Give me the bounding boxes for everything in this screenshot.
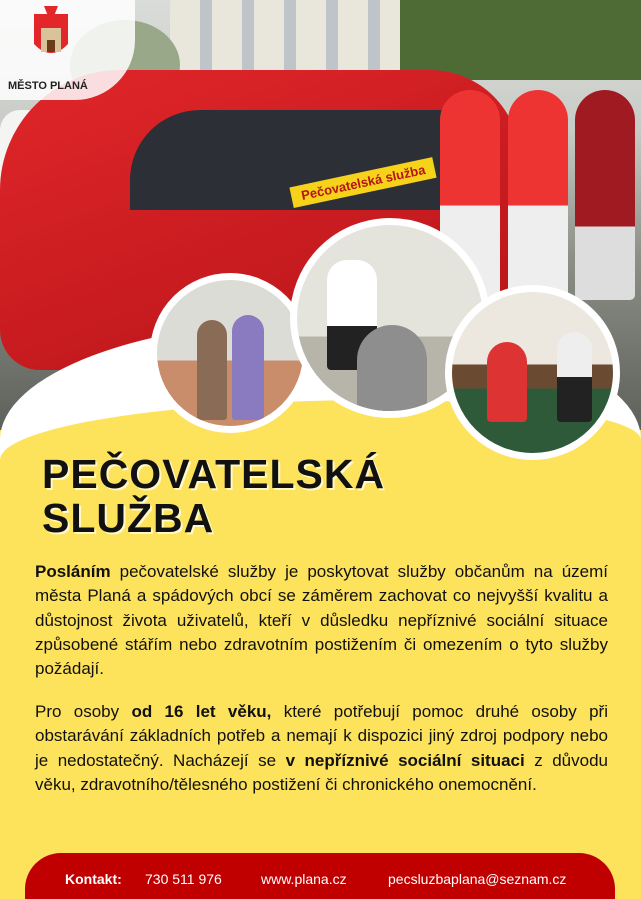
text: Pro osoby	[35, 702, 132, 721]
page-title	[42, 452, 385, 540]
coat-of-arms-icon	[30, 4, 72, 64]
person	[487, 342, 527, 422]
contact-email[interactable]: pecsluzbaplana@seznam.cz	[388, 871, 567, 887]
mission-bold: Posláním	[35, 562, 111, 581]
contact-web[interactable]: www.plana.cz	[261, 871, 347, 887]
text: které potřebují pomoc druhé osoby při obstarávání základních potřeb a nemají k dispozici jiný zdroj podpory nebo je nedostatečný. Nacházejí se	[35, 702, 608, 770]
person	[357, 325, 427, 415]
text: z důvodu věku, zdravotního/tělesného postižení či chronického onemocnění.	[35, 750, 608, 794]
person	[197, 320, 227, 420]
photo-circle-exercise	[445, 285, 620, 460]
mission-text: pečovatelské služby je poskytovat služby občanům na území města Planá a spádových obcí se záměrem zachovat co nejvyšší kvalitu a důstojnost života uživatelů, kteří v důsledku nepříznivé sociální situace způsobené stářím nebo zdravotním postižením či omezením o tyto služby požádají.	[35, 562, 608, 679]
logo-text: MĚSTO PLANÁ	[8, 80, 88, 92]
mission-paragraph	[35, 560, 608, 681]
person	[232, 315, 264, 420]
target-group-paragraph	[35, 700, 608, 797]
person	[557, 332, 592, 422]
contact-label: Kontakt:	[65, 871, 122, 887]
person	[575, 90, 635, 300]
contact-footer	[25, 853, 615, 899]
age-bold: od 16 let věku,	[131, 702, 272, 721]
contact-phone[interactable]: 730 511 976	[145, 871, 222, 887]
trees	[400, 0, 641, 80]
situation-bold: v nepříznivé sociální situaci	[285, 750, 525, 770]
person	[508, 90, 568, 300]
photo-circle-walking	[150, 273, 310, 433]
title-line-1: PEČOVATELSKÁ	[42, 451, 386, 497]
title-line-2: SLUŽBA	[42, 495, 215, 541]
car-label: Pečovatelská služba	[289, 157, 437, 208]
